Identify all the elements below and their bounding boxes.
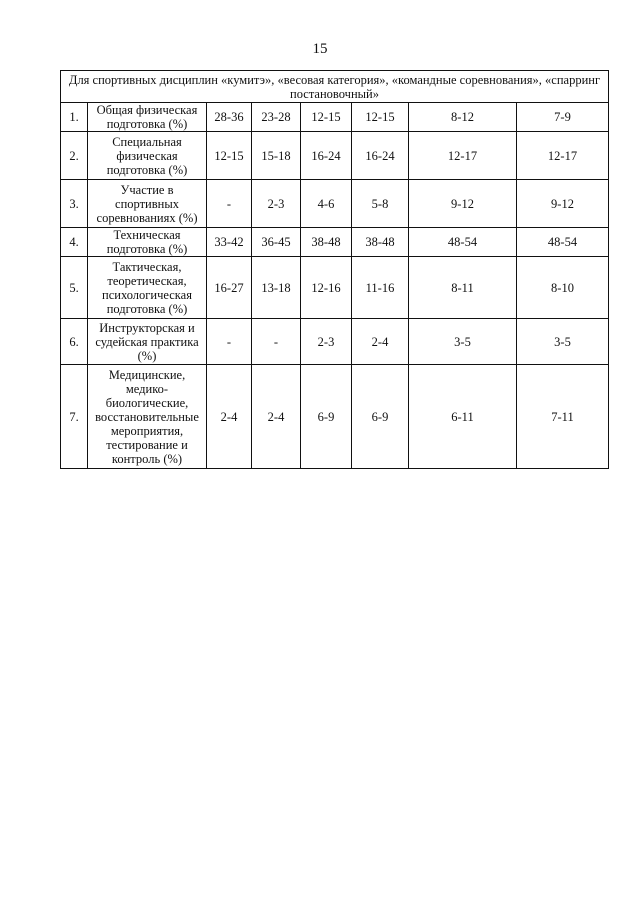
table-cell: 12-16 xyxy=(301,257,352,319)
table-cell: 8-10 xyxy=(517,257,609,319)
table-cell: 2-4 xyxy=(252,365,301,469)
table-row xyxy=(61,319,609,365)
table-cell: 6-11 xyxy=(409,365,517,469)
table-row xyxy=(61,365,609,469)
table-cell: 2-4 xyxy=(352,319,409,365)
row-number: 7. xyxy=(61,365,88,469)
table-cell: 12-15 xyxy=(301,103,352,132)
table-cell: - xyxy=(207,180,252,228)
table-row xyxy=(61,228,609,257)
table-row xyxy=(61,132,609,180)
table-cell: 38-48 xyxy=(301,228,352,257)
table-caption: Для спортивных дисциплин «кумитэ», «весовая категория», «командные соревнования», «спарринг постановочный» xyxy=(61,71,609,103)
table-cell: 48-54 xyxy=(409,228,517,257)
table-cell: 16-24 xyxy=(352,132,409,180)
table-cell: - xyxy=(252,319,301,365)
row-label: Техническая подготовка (%) xyxy=(88,228,207,257)
table-cell: 33-42 xyxy=(207,228,252,257)
row-label: Специальная физическая подготовка (%) xyxy=(88,132,207,180)
table-cell: 9-12 xyxy=(517,180,609,228)
row-label: Общая физическая подготовка (%) xyxy=(88,103,207,132)
table-cell: 13-18 xyxy=(252,257,301,319)
row-number: 4. xyxy=(61,228,88,257)
row-label: Участие в спортивных соревнованиях (%) xyxy=(88,180,207,228)
table-cell: 15-18 xyxy=(252,132,301,180)
table-cell: 16-27 xyxy=(207,257,252,319)
training-ratio-table xyxy=(60,70,609,469)
row-label: Тактическая, теоретическая, психологическая подготовка (%) xyxy=(88,257,207,319)
table-cell: 7-11 xyxy=(517,365,609,469)
table-cell: 4-6 xyxy=(301,180,352,228)
row-number: 3. xyxy=(61,180,88,228)
table-cell: 12-17 xyxy=(409,132,517,180)
table-cell: 5-8 xyxy=(352,180,409,228)
table-cell: 16-24 xyxy=(301,132,352,180)
table-cell: 48-54 xyxy=(517,228,609,257)
row-number: 6. xyxy=(61,319,88,365)
table-cell: 2-3 xyxy=(301,319,352,365)
row-number: 5. xyxy=(61,257,88,319)
table-cell: 8-12 xyxy=(409,103,517,132)
row-number: 2. xyxy=(61,132,88,180)
table-cell: 8-11 xyxy=(409,257,517,319)
table-cell: 11-16 xyxy=(352,257,409,319)
table-cell: 23-28 xyxy=(252,103,301,132)
row-label: Инструкторская и судейская практика (%) xyxy=(88,319,207,365)
row-number: 1. xyxy=(61,103,88,132)
table-cell: 12-15 xyxy=(207,132,252,180)
page-number: 15 xyxy=(312,41,328,57)
table-cell: 12-15 xyxy=(352,103,409,132)
table-row xyxy=(61,180,609,228)
table-cell: 2-3 xyxy=(252,180,301,228)
table-row xyxy=(61,257,609,319)
table-cell: 6-9 xyxy=(352,365,409,469)
table-cell: 9-12 xyxy=(409,180,517,228)
table-cell: 36-45 xyxy=(252,228,301,257)
table-cell: 6-9 xyxy=(301,365,352,469)
table-cell: 38-48 xyxy=(352,228,409,257)
table-cell: 3-5 xyxy=(517,319,609,365)
table-cell: 3-5 xyxy=(409,319,517,365)
table-cell: 7-9 xyxy=(517,103,609,132)
row-label: Медицинские, медико-биологические, восстановительные мероприятия, тестирование и контроль (%) xyxy=(88,365,207,469)
table-cell: - xyxy=(207,319,252,365)
table-cell: 2-4 xyxy=(207,365,252,469)
table-cell: 28-36 xyxy=(207,103,252,132)
table-cell: 12-17 xyxy=(517,132,609,180)
table-row xyxy=(61,103,609,132)
